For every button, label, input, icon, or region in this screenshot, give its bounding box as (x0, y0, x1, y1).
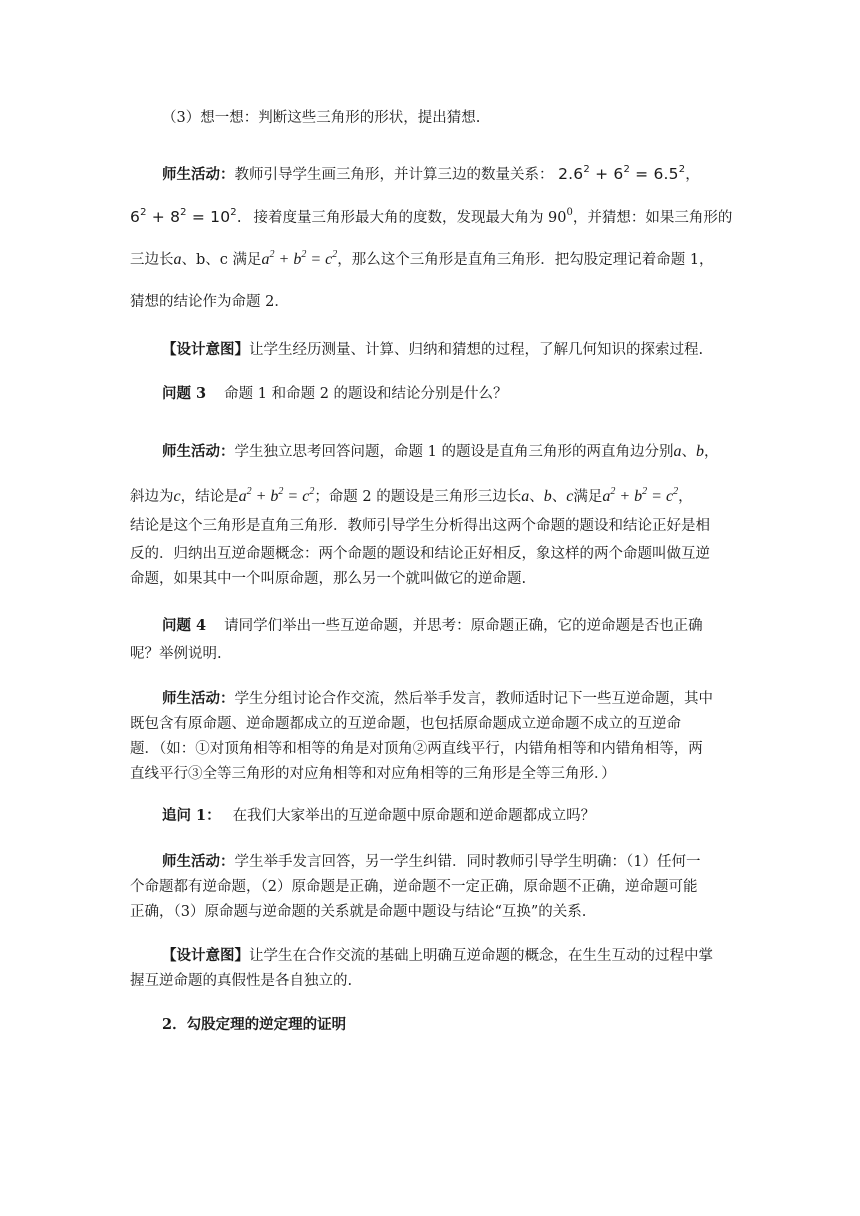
formula-2.6-6-6.5: $2.6^2 + 6^2 = 6.5^2$ (558, 164, 686, 183)
follow-up-1: 追问 1： 在我们大家举出的互逆命题中原命题和逆命题都成立吗？ (162, 807, 596, 824)
design-intent-label: 【设计意图】 (162, 341, 249, 358)
activity-2-line-5: 命题，如果其中一个叫原命题，那么另一个就叫做它的逆命题. (130, 571, 527, 587)
var-a: a (173, 251, 182, 268)
activity-4-line-2: 个命题都有逆命题，（2）原命题是正确，逆命题不一定正确，原命题不正确，逆命题可能 (130, 879, 698, 895)
activity-2-line-4: 反的．归纳出互逆命题概念：两个命题的题设和结论正好相反，象这样的两个命题叫做互逆 (130, 546, 710, 562)
activity-label: 师生活动： (162, 166, 235, 183)
section-heading: 2．勾股定理的逆定理的证明 (162, 1016, 347, 1033)
step-3-text: （3）想一想：判断这些三角形的形状，提出猜想. (162, 110, 481, 126)
activity-1-line-4: 猜想的结论作为命题 2． (130, 294, 289, 310)
design-intent-2-line-1: 【设计意图】让学生在合作交流的基础上明确互逆命题的概念，在生生互动的过程中掌 (162, 947, 713, 964)
activity-1-line-1: 师生活动：教师引导学生画三角形，并计算三边的数量关系： $2.6^2 + 6^2 = 6.5^2$， (162, 164, 700, 183)
question-4-line-1: 问题 4 请同学们举出一些互逆命题，并思考：原命题正确，它的逆命题是否也正确 (162, 617, 703, 634)
question-4-line-2: 呢？举例说明. (130, 646, 222, 662)
formula-pythagorean: $a^2 + b^2 = c^2$ (261, 249, 338, 268)
question-3-label: 问题 3 (162, 385, 207, 402)
activity-1-line-3: 三边长a、b、c 满足$a^2 + b^2 = c^2$，那么这个三角形是直角三角形．把勾股定理记着命题 1， (130, 249, 714, 268)
activity-4-line-3: 正确，（3）原命题与逆命题的关系就是命题中题设与结论“互换”的关系. (130, 904, 587, 920)
activity-2-line-2: 斜边为c，结论是$a^2 + b^2 = c^2$；命题 2 的题设是三角形三边长a、b、c满足$a^2 + b^2 = c^2$， (130, 486, 693, 505)
activity-3-line-4: 直线平行③全等三角形的对应角相等和对应角相等的三角形是全等三角形．） (130, 766, 616, 782)
activity-1-line-2: $6^2 + 8^2 = 10^2$. 接着度量三角形最大角的度数，发现最大角为 $90^0$，并猜想：如果三角形的 (130, 207, 733, 226)
formula-6-8-10: $6^2 + 8^2 = 10^2$ (130, 207, 237, 226)
step-3-line (162, 108, 480, 128)
activity-3-line-1: 师生活动：学生分组讨论合作交流，然后举手发言，教师适时记下一些互逆命题，其中 (162, 690, 713, 707)
activity-2-line-1: 师生活动：学生独立思考回答问题，命题 1 的题设是直角三角形的两直角边分别a、b， (162, 443, 719, 460)
activity-2-line-3: 结论是这个三角形是直角三角形．教师引导学生分析得出这两个命题的题设和结论正好是相 (130, 518, 710, 534)
activity-text: 教师引导学生画三角形，并计算三边的数量关系： (234, 167, 554, 183)
activity-3-line-2: 既包含有原命题、逆命题都成立的互逆命题，也包括原命题成立逆命题不成立的互逆命 (130, 716, 681, 732)
activity-3-line-3: 题．（如：①对顶角相等和相等的角是对顶角②两直线平行，内错角相等和内错角相等，两 (130, 741, 703, 757)
design-intent-1: 【设计意图】让学生经历测量、计算、归纳和猜想的过程，了解几何知识的探索过程. (162, 341, 704, 358)
activity-4-line-1: 师生活动：学生举手发言回答，另一学生纠错．同时教师引导学生明确：（1）任何一 (162, 853, 701, 870)
design-intent-2-line-2: 握互逆命题的真假性是各自独立的. (130, 973, 353, 989)
question-3: 问题 3 命题 1 和命题 2 的题设和结论分别是什么？ (162, 385, 508, 402)
